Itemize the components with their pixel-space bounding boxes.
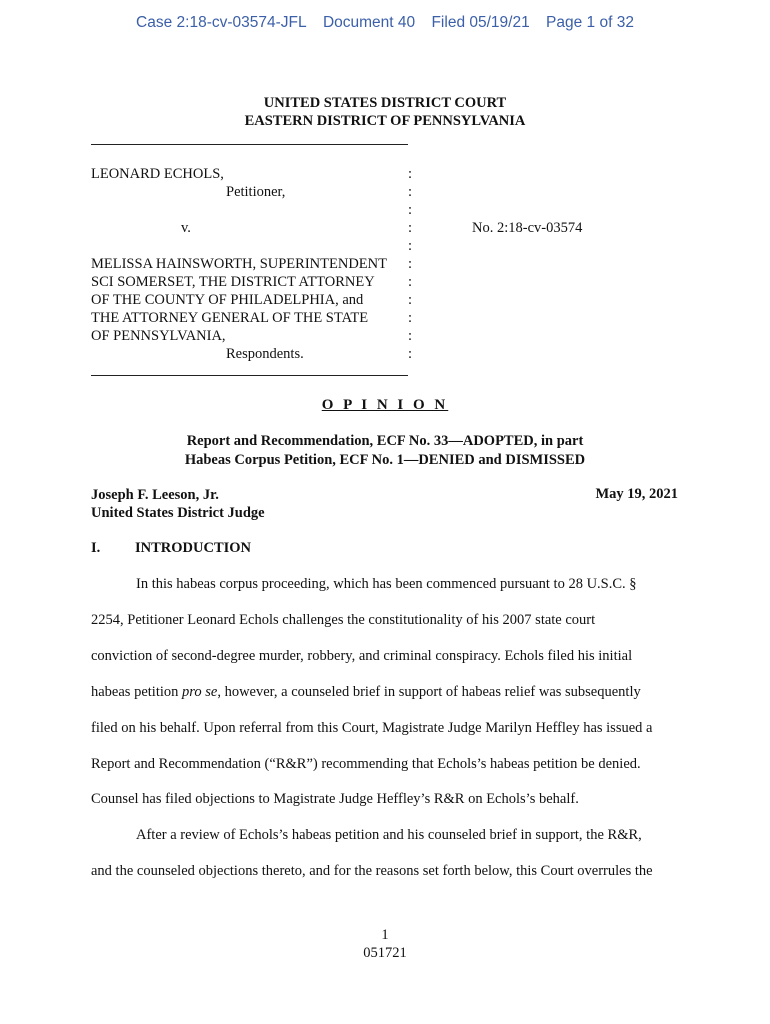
caption-colon: : bbox=[408, 310, 413, 326]
caption-colon: : bbox=[408, 274, 413, 290]
respondent-line-5: OF PENNSYLVANIA, bbox=[91, 328, 226, 344]
stamp-page: Page 1 of 32 bbox=[546, 14, 634, 31]
body-line: After a review of Echols’s habeas petition and his counseled brief in support, the R&R, bbox=[136, 827, 642, 843]
body-line: filed on his behalf. Upon referral from this Court, Magistrate Judge Marilyn Heffley has issued a bbox=[91, 720, 653, 736]
caption-colon: : bbox=[408, 184, 413, 200]
stamp-document: Document 40 bbox=[322, 14, 416, 31]
respondent-line-1: MELISSA HAINSWORTH, SUPERINTENDENT bbox=[91, 256, 387, 272]
body-line: Counsel has filed objections to Magistrate Judge Heffley’s R&R on Echols’s behalf. bbox=[91, 791, 579, 807]
caption-colon: : bbox=[408, 202, 413, 218]
opinion-date: May 19, 2021 bbox=[595, 486, 678, 502]
court-district: EASTERN DISTRICT OF PENNSYLVANIA bbox=[244, 113, 526, 129]
body-line bbox=[91, 684, 641, 701]
respondent-line-3: OF THE COUNTY OF PHILADELPHIA, and bbox=[91, 292, 364, 308]
footer-code: 051721 bbox=[363, 945, 407, 961]
opinion-title: O P I N I O N bbox=[321, 397, 449, 413]
body-line: 2254, Petitioner Leonard Echols challenges the constitutionality of his 2007 state court bbox=[91, 612, 596, 628]
court-name: UNITED STATES DISTRICT COURT bbox=[263, 95, 507, 111]
section-title: INTRODUCTION bbox=[135, 540, 252, 556]
body-line: conviction of second-degree murder, robbery, and criminal conspiracy. Echols filed his initial bbox=[91, 648, 633, 664]
caption-colon: : bbox=[408, 166, 413, 182]
court-heading bbox=[0, 94, 770, 130]
respondents-role: Respondents. bbox=[226, 346, 304, 362]
body-text: , however, a counseled brief in support of habeas relief was subsequently bbox=[217, 684, 641, 700]
body-text: habeas petition bbox=[91, 684, 183, 700]
disposition-rr: Report and Recommendation, ECF No. 33—ADOPTED, in part bbox=[186, 433, 584, 449]
page-number: 1 bbox=[381, 927, 389, 943]
caption-colon: : bbox=[408, 238, 413, 254]
page-footer bbox=[0, 926, 770, 962]
caption-colon: : bbox=[408, 292, 413, 308]
body-line: In this habeas corpus proceeding, which has been commenced pursuant to 28 U.S.C. § bbox=[136, 576, 637, 592]
caption-bottom-rule bbox=[91, 375, 408, 376]
ecf-header-stamp bbox=[0, 14, 770, 32]
judge-block bbox=[91, 486, 265, 522]
respondent-line-2: SCI SOMERSET, THE DISTRICT ATTORNEY bbox=[91, 274, 375, 290]
judge-name: Joseph F. Leeson, Jr. bbox=[91, 487, 219, 503]
respondent-line-4: THE ATTORNEY GENERAL OF THE STATE bbox=[91, 310, 369, 326]
section-number: I. bbox=[91, 540, 101, 556]
pro-se-italic: pro se bbox=[182, 684, 218, 700]
stamp-filed: Filed 05/19/21 bbox=[431, 14, 530, 31]
caption-colon: : bbox=[408, 346, 413, 362]
petitioner-role: Petitioner, bbox=[226, 184, 286, 200]
versus: v. bbox=[181, 220, 191, 236]
case-number: No. 2:18-cv-03574 bbox=[472, 220, 583, 236]
caption-top-rule bbox=[91, 144, 408, 145]
judge-title: United States District Judge bbox=[91, 505, 265, 521]
body-line: Report and Recommendation (“R&R”) recommending that Echols’s habeas petition be denied. bbox=[91, 756, 641, 772]
disposition-petition: Habeas Corpus Petition, ECF No. 1—DENIED and DISMISSED bbox=[184, 452, 586, 468]
section-heading bbox=[91, 540, 251, 557]
caption-colon: : bbox=[408, 256, 413, 272]
caption-colon: : bbox=[408, 220, 413, 236]
body-line: and the counseled objections thereto, and for the reasons set forth below, this Court overrules the bbox=[91, 863, 653, 879]
disposition bbox=[0, 432, 770, 470]
petitioner-name: LEONARD ECHOLS, bbox=[91, 166, 224, 182]
caption-colon: : bbox=[408, 328, 413, 344]
stamp-case: Case 2:18-cv-03574-JFL bbox=[136, 14, 307, 31]
